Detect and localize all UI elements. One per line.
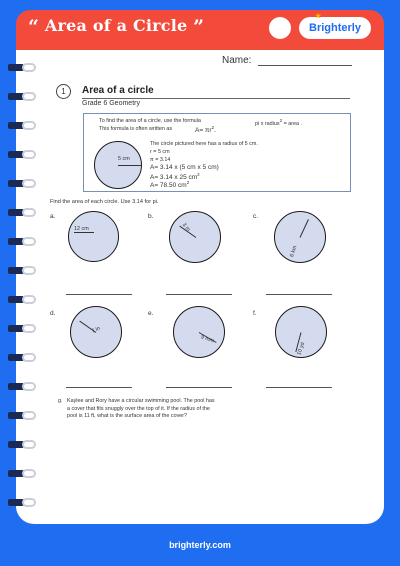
problem-letter: a.	[50, 213, 56, 220]
spiral-ring	[8, 263, 42, 277]
problem-measure-label: 6 km	[289, 244, 299, 258]
spiral-ring	[8, 60, 42, 74]
section-number: 1	[56, 84, 71, 99]
ring-wire	[22, 382, 36, 391]
spiral-ring	[8, 495, 42, 509]
ring-wire	[22, 440, 36, 449]
formula-pi-r-sup: 2	[211, 125, 215, 130]
example-circle-label: 5 cm	[118, 156, 130, 162]
example-a3-text: A= 78.50 cm	[150, 182, 187, 190]
spiral-ring	[8, 176, 42, 190]
problem-measure-label: 3 m	[180, 222, 192, 233]
problem-measure-line	[74, 232, 94, 233]
answer-line[interactable]	[66, 387, 132, 388]
spiral-ring	[8, 147, 42, 161]
spiral-ring	[8, 292, 42, 306]
answer-line[interactable]	[166, 294, 232, 295]
problem-letter: b.	[148, 213, 154, 220]
ring-wire	[22, 353, 36, 362]
spiral-ring	[8, 234, 42, 248]
grade-label: Grade 6 Geometry	[82, 100, 140, 107]
word-problem-text: Kaylee and Rory have a circular swimming pool. The pool has a cover that fits snuggly over the top of it. If the radius of the pool is 11 ft, what is the surface area of the cover?	[67, 398, 215, 419]
spiral-ring	[8, 350, 42, 364]
formula-sup: 2	[279, 118, 283, 123]
footer-url: brighterly.com	[169, 540, 231, 550]
instructions: Find the area of each circle. Use 3.14 for pi.	[50, 199, 159, 205]
decorative-dot	[269, 17, 291, 39]
spiral-ring	[8, 408, 42, 422]
example-a1: A= 3.14 x (5 cm x 5 cm)	[150, 164, 219, 171]
example-a3	[150, 180, 189, 189]
spiral-ring	[8, 437, 42, 451]
star-icon: ★	[315, 13, 322, 20]
spiral-ring	[8, 321, 42, 335]
heading-underline	[82, 98, 350, 99]
example-r: r = 5 cm	[150, 149, 170, 155]
example-a3-sup: 2	[186, 180, 190, 185]
formula-line-1-expr	[255, 118, 302, 127]
ring-wire	[22, 92, 36, 101]
example-a2-text: A= 3.14 x 25 cm	[150, 174, 198, 182]
problem-letter: e.	[148, 310, 154, 317]
formula-expr: pi x radius	[255, 120, 280, 127]
formula-line-1	[99, 118, 201, 124]
spiral-ring	[8, 205, 42, 219]
title-text: Area of a Circle	[44, 16, 188, 35]
problem-letter: f.	[253, 310, 257, 317]
answer-line[interactable]	[66, 294, 132, 295]
header	[0, 0, 400, 52]
brand-name: Brighterly	[309, 22, 361, 34]
spiral-ring	[8, 379, 42, 393]
formula-line-2-expr	[195, 125, 216, 134]
open-quote: “	[28, 16, 40, 38]
name-label: Name:	[222, 55, 252, 66]
word-problem-letter: g.	[58, 398, 63, 404]
answer-line[interactable]	[266, 294, 332, 295]
formula-text: To find the area of a circle, use the formula	[99, 118, 201, 124]
ring-wire	[22, 63, 36, 72]
answer-line[interactable]	[166, 387, 232, 388]
problem-measure-label: 9 mm	[199, 334, 215, 345]
section-heading: Area of a circle	[82, 85, 154, 96]
ring-wire	[22, 498, 36, 507]
spiral-ring	[8, 118, 42, 132]
ring-wire	[22, 237, 36, 246]
formula-period: .	[214, 127, 216, 135]
example-radius-text: The circle pictured here has a radius of 5 cm.	[150, 141, 258, 147]
ring-wire	[22, 179, 36, 188]
ring-wire	[22, 208, 36, 217]
name-answer-line	[258, 65, 352, 66]
example-pi: π = 3.14	[150, 157, 171, 163]
ring-wire	[22, 266, 36, 275]
problem-measure-label: 10 yd	[296, 341, 307, 357]
problem-letter: d.	[50, 310, 56, 317]
problem-measure-label: 12 cm	[74, 226, 89, 232]
word-problem	[58, 398, 218, 421]
formula-pi-r: A= πr	[195, 127, 212, 135]
formula-written-text: This formula is often written as	[99, 126, 173, 132]
spiral-ring	[8, 89, 42, 103]
spiral-ring	[8, 466, 42, 480]
ring-wire	[22, 150, 36, 159]
problem-measure-label: 7 in	[90, 325, 102, 335]
formula-line-2	[99, 126, 172, 132]
close-quote: ”	[193, 16, 205, 38]
brand-logo	[299, 13, 371, 39]
ring-wire	[22, 121, 36, 130]
problem-letter: c.	[253, 213, 259, 220]
example-a2-sup: 2	[197, 172, 200, 177]
ring-wire	[22, 469, 36, 478]
ring-wire	[22, 411, 36, 420]
answer-line[interactable]	[266, 387, 332, 388]
ring-wire	[22, 324, 36, 333]
ring-wire	[22, 295, 36, 304]
formula-area: = area .	[283, 120, 303, 127]
problem-circle	[68, 211, 119, 262]
example-radius-line	[118, 165, 142, 166]
worksheet-title	[28, 16, 204, 38]
